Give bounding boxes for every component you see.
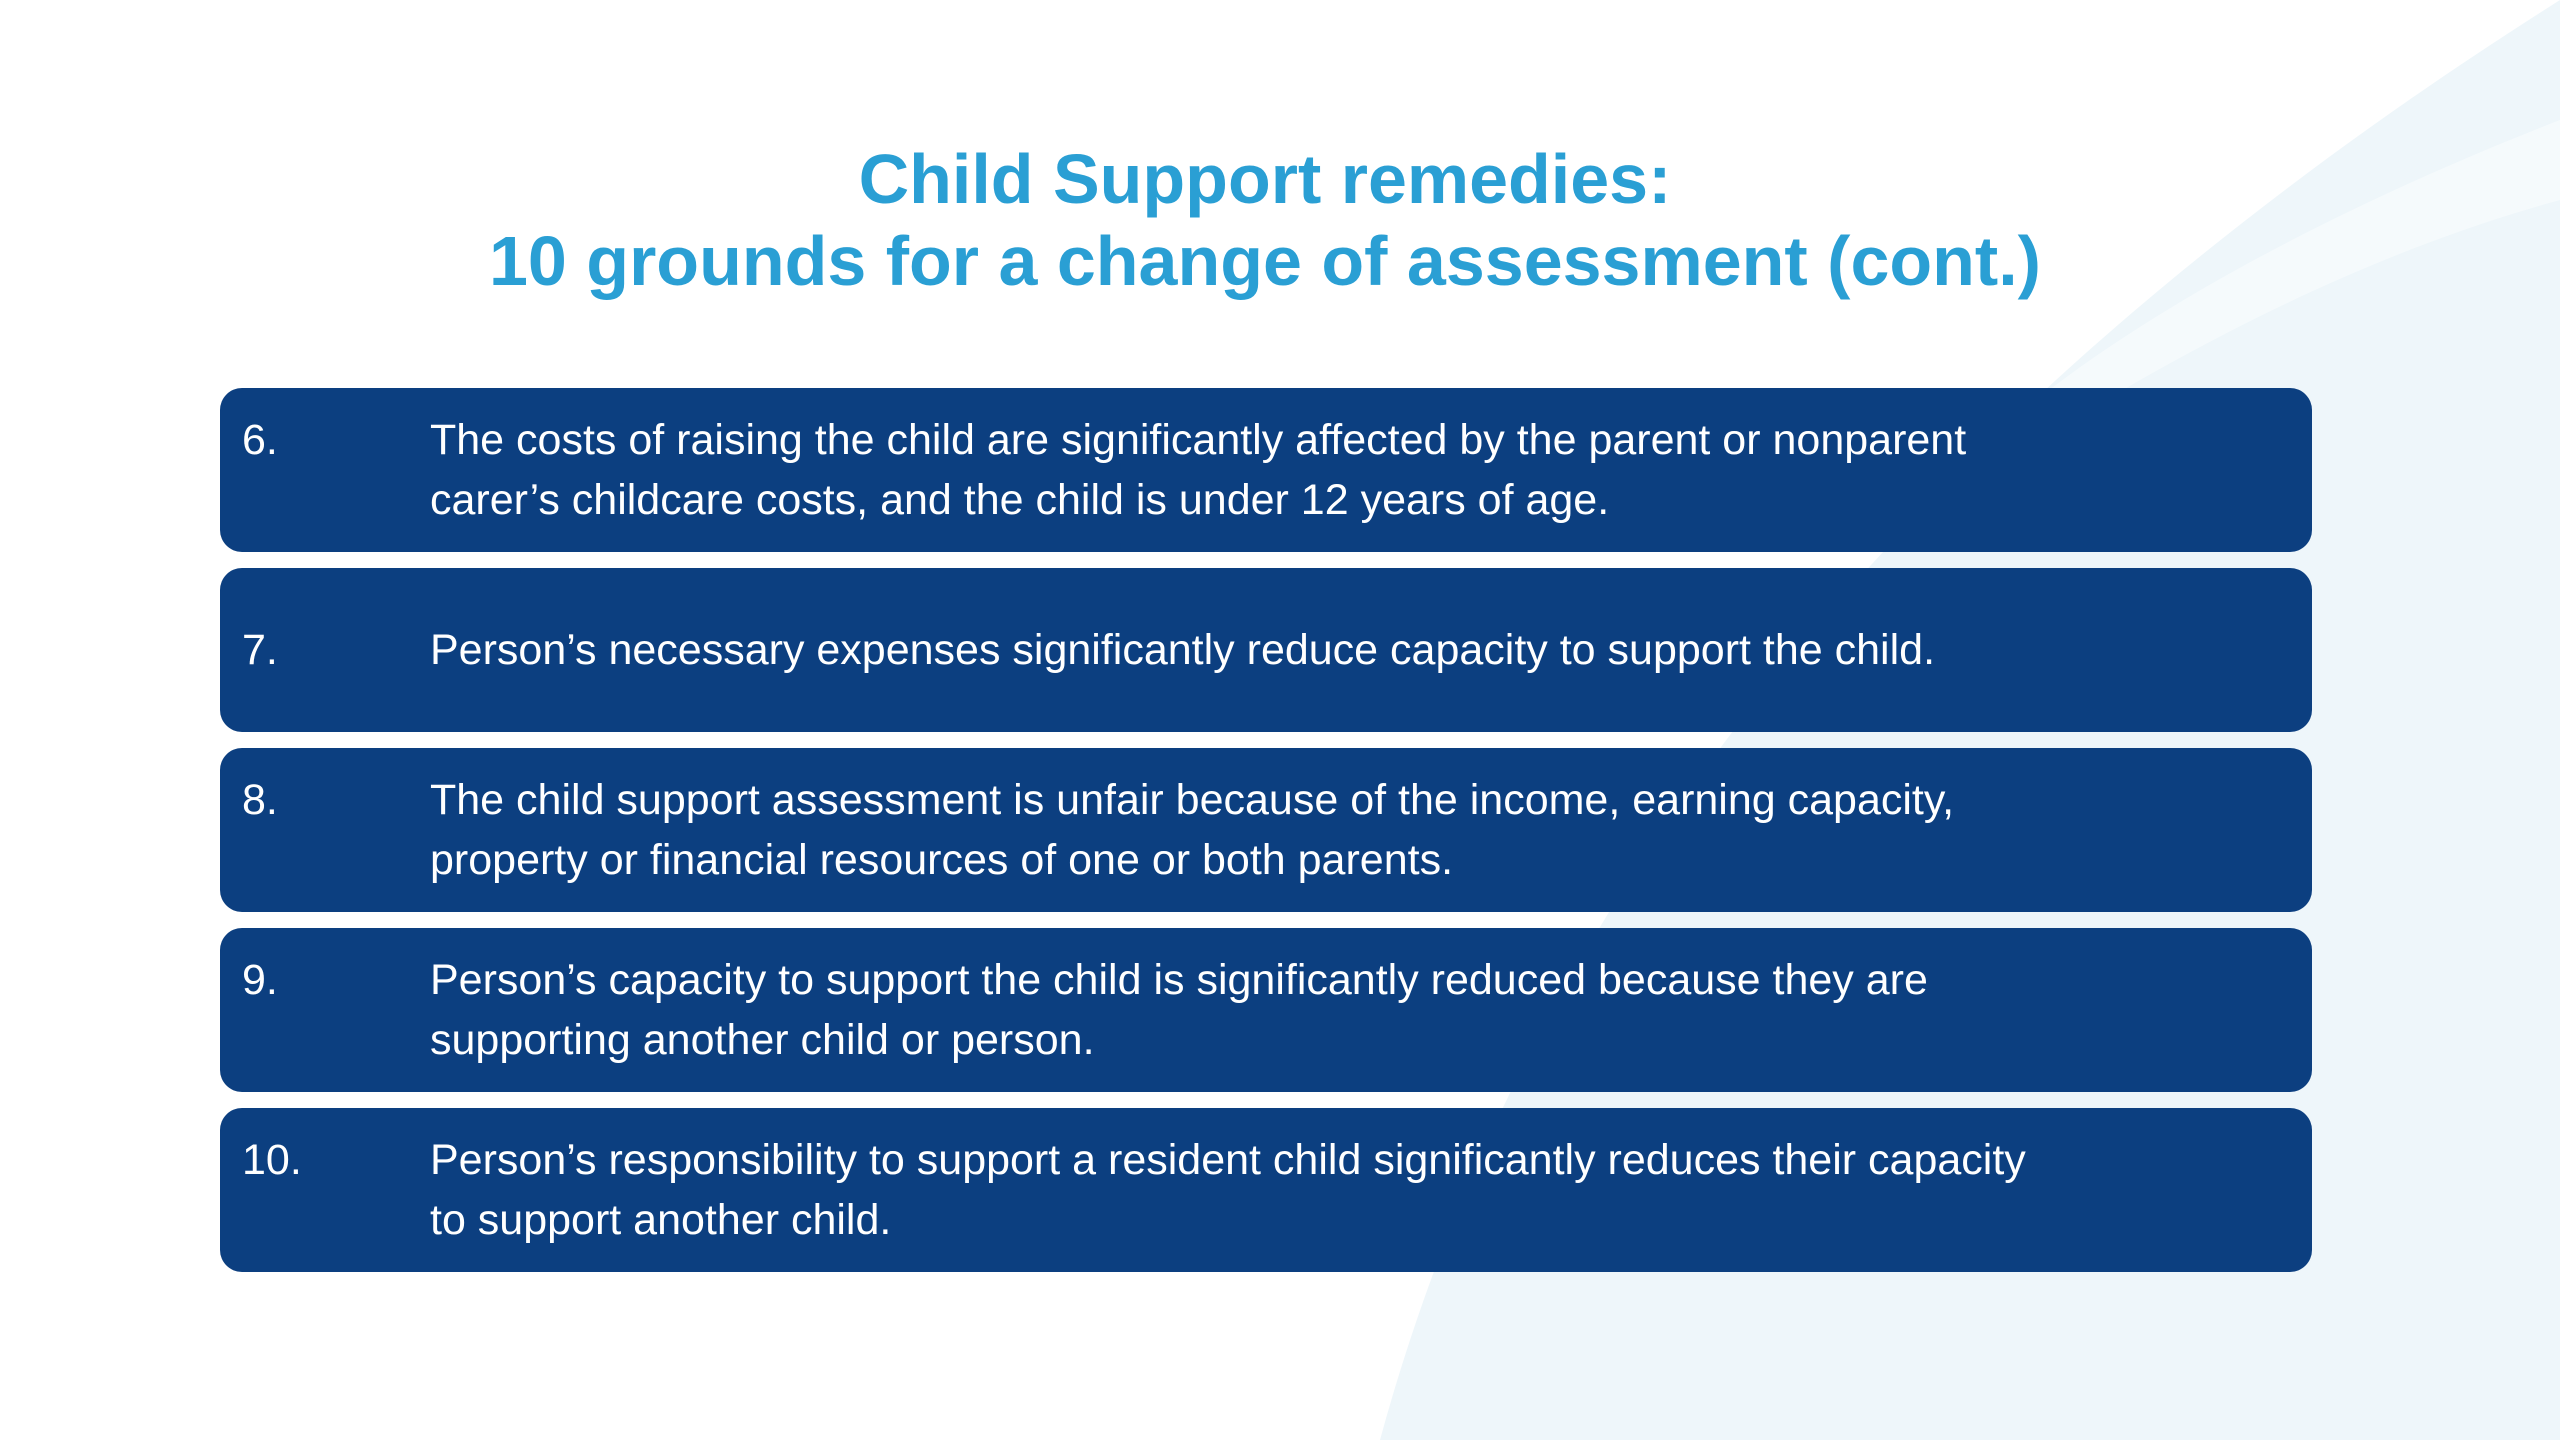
ground-text: Person’s capacity to support the child is significantly reduced because they are supporting another child or person. [430, 956, 1928, 1064]
ground-card-7 [220, 568, 2312, 732]
ground-number: 7. [242, 626, 278, 674]
slide-title-line-1: Child Support remedies: [858, 140, 1672, 218]
ground-card-9 [220, 928, 2312, 1092]
slide-title-line-2: 10 grounds for a change of assessment (cont.) [489, 222, 2041, 300]
ground-number: 9. [242, 956, 278, 1004]
ground-number: 10. [242, 1136, 302, 1184]
grounds-list [220, 388, 2312, 1288]
ground-card-10 [220, 1108, 2312, 1272]
ground-text: Person’s necessary expenses significantly reduce capacity to support the child. [430, 626, 1936, 674]
ground-card-8 [220, 748, 2312, 912]
slide-title [0, 138, 2530, 302]
ground-text: The costs of raising the child are significantly affected by the parent or nonparent carer’s childcare costs, and the child is under 12 years of age. [430, 416, 1967, 524]
ground-card-6 [220, 388, 2312, 552]
ground-number: 6. [242, 416, 278, 464]
ground-text: The child support assessment is unfair because of the income, earning capacity, property or financial resources of one or both parents. [430, 776, 1955, 884]
ground-number: 8. [242, 776, 278, 824]
ground-text: Person’s responsibility to support a resident child significantly reduces their capacity to support another child. [430, 1136, 2026, 1244]
